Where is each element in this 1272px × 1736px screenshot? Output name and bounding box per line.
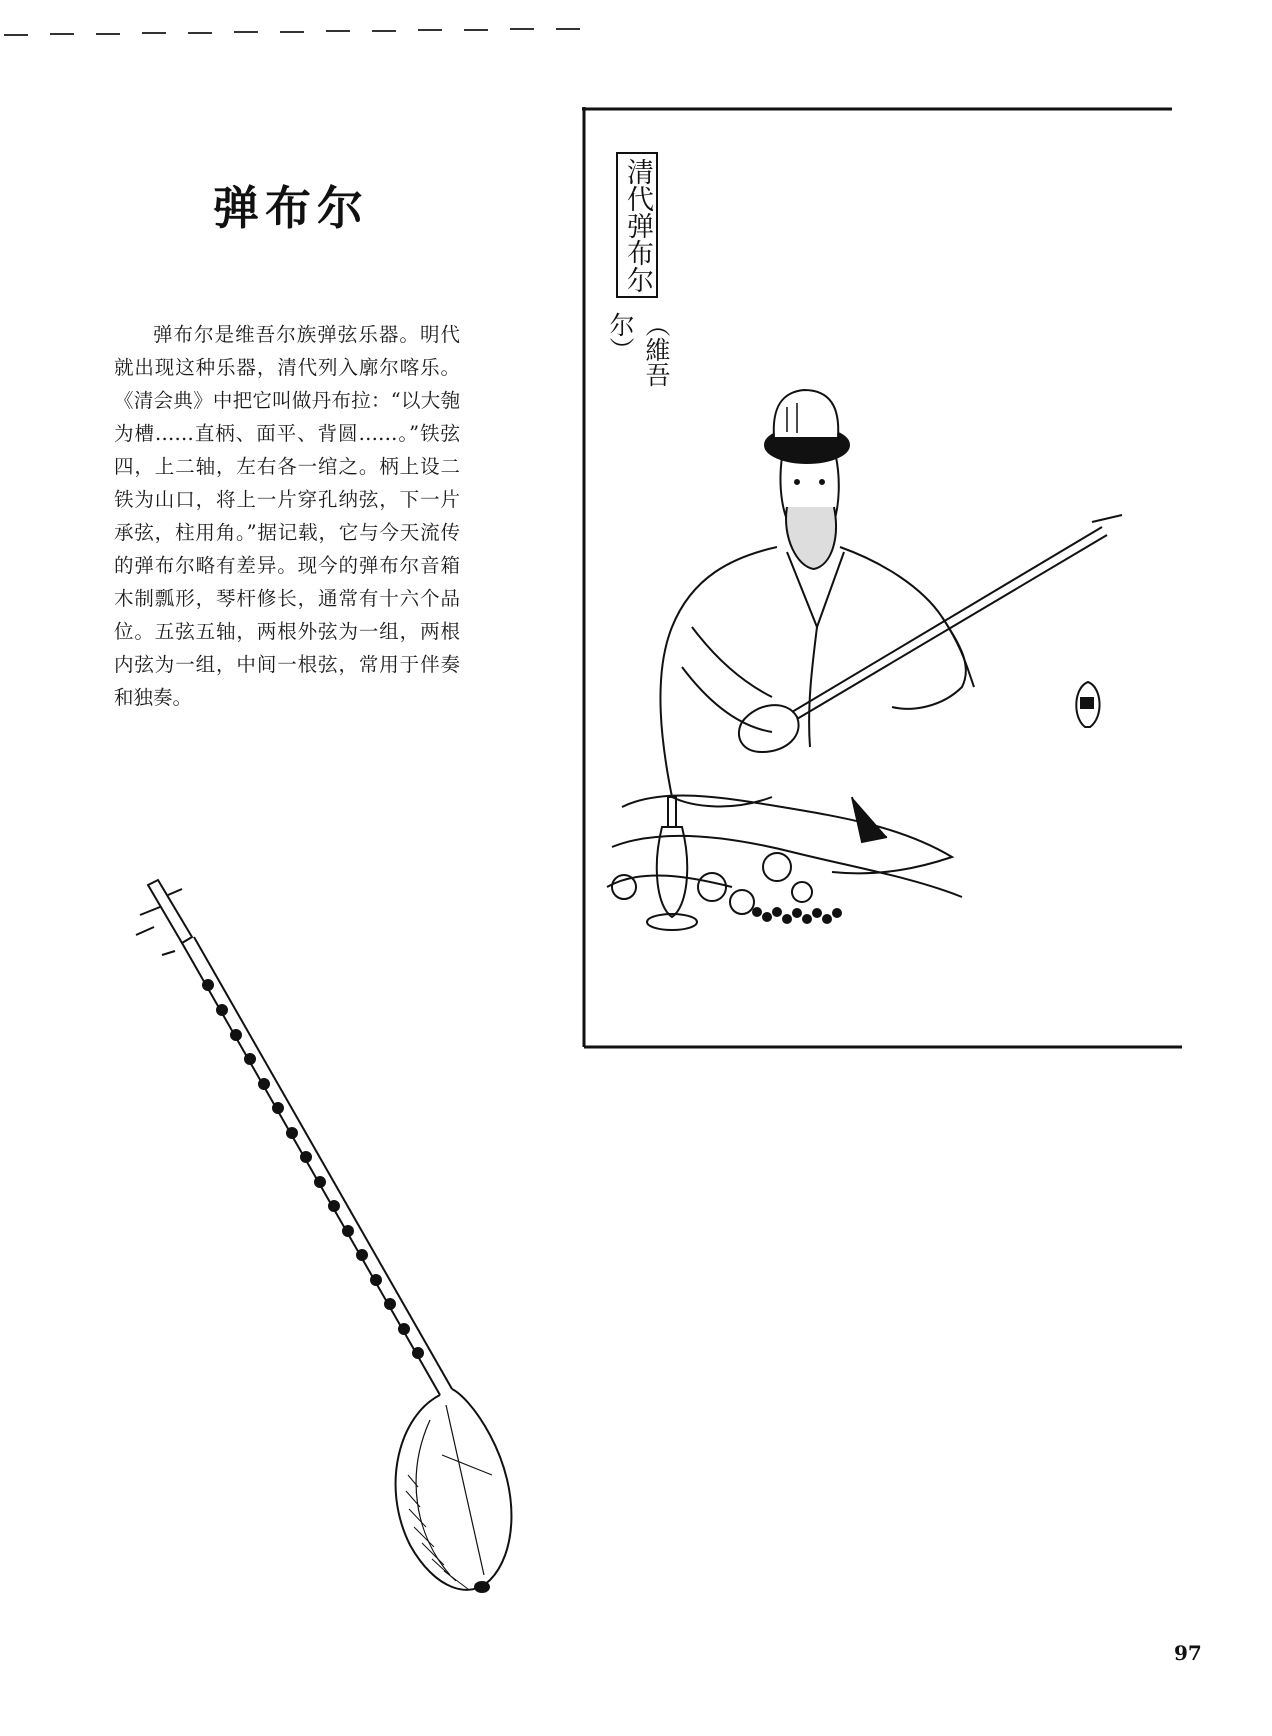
- musician-illustration: [582, 107, 1182, 1053]
- article-body: 弹布尔是维吾尔族弹弦乐器。明代就出现这种乐器，清代列入廓尔喀乐。《清会典》中把它叫做丹布拉：“以大匏为槽……直柄、面平、背圆……。”铁弦四，上二轴，左右各一绾之。柄上设二铁为山口，将上一片穿孔纳弦，下一片承弦，柱用角。”据记载，它与今天流传的弹布尔略有差异。现今的弹布尔音箱木制瓢形，琴杆修长，通常有十六个品位。五弦五轴，两根外弦为一组，两根内弦为一组，中间一根弦，常用于伴奏和独奏。: [114, 323, 460, 709]
- seal-icon: [1076, 682, 1099, 727]
- page-number: 97: [1174, 1641, 1202, 1665]
- dombra-instrument-drawing: [130, 875, 600, 1635]
- illustration-subcaption: ︵維吾尔︶: [606, 312, 671, 387]
- page-title: 弹布尔: [213, 181, 369, 235]
- illustration-caption: 清代弹布尔: [616, 152, 658, 298]
- top-dashed-rule: [0, 12, 620, 42]
